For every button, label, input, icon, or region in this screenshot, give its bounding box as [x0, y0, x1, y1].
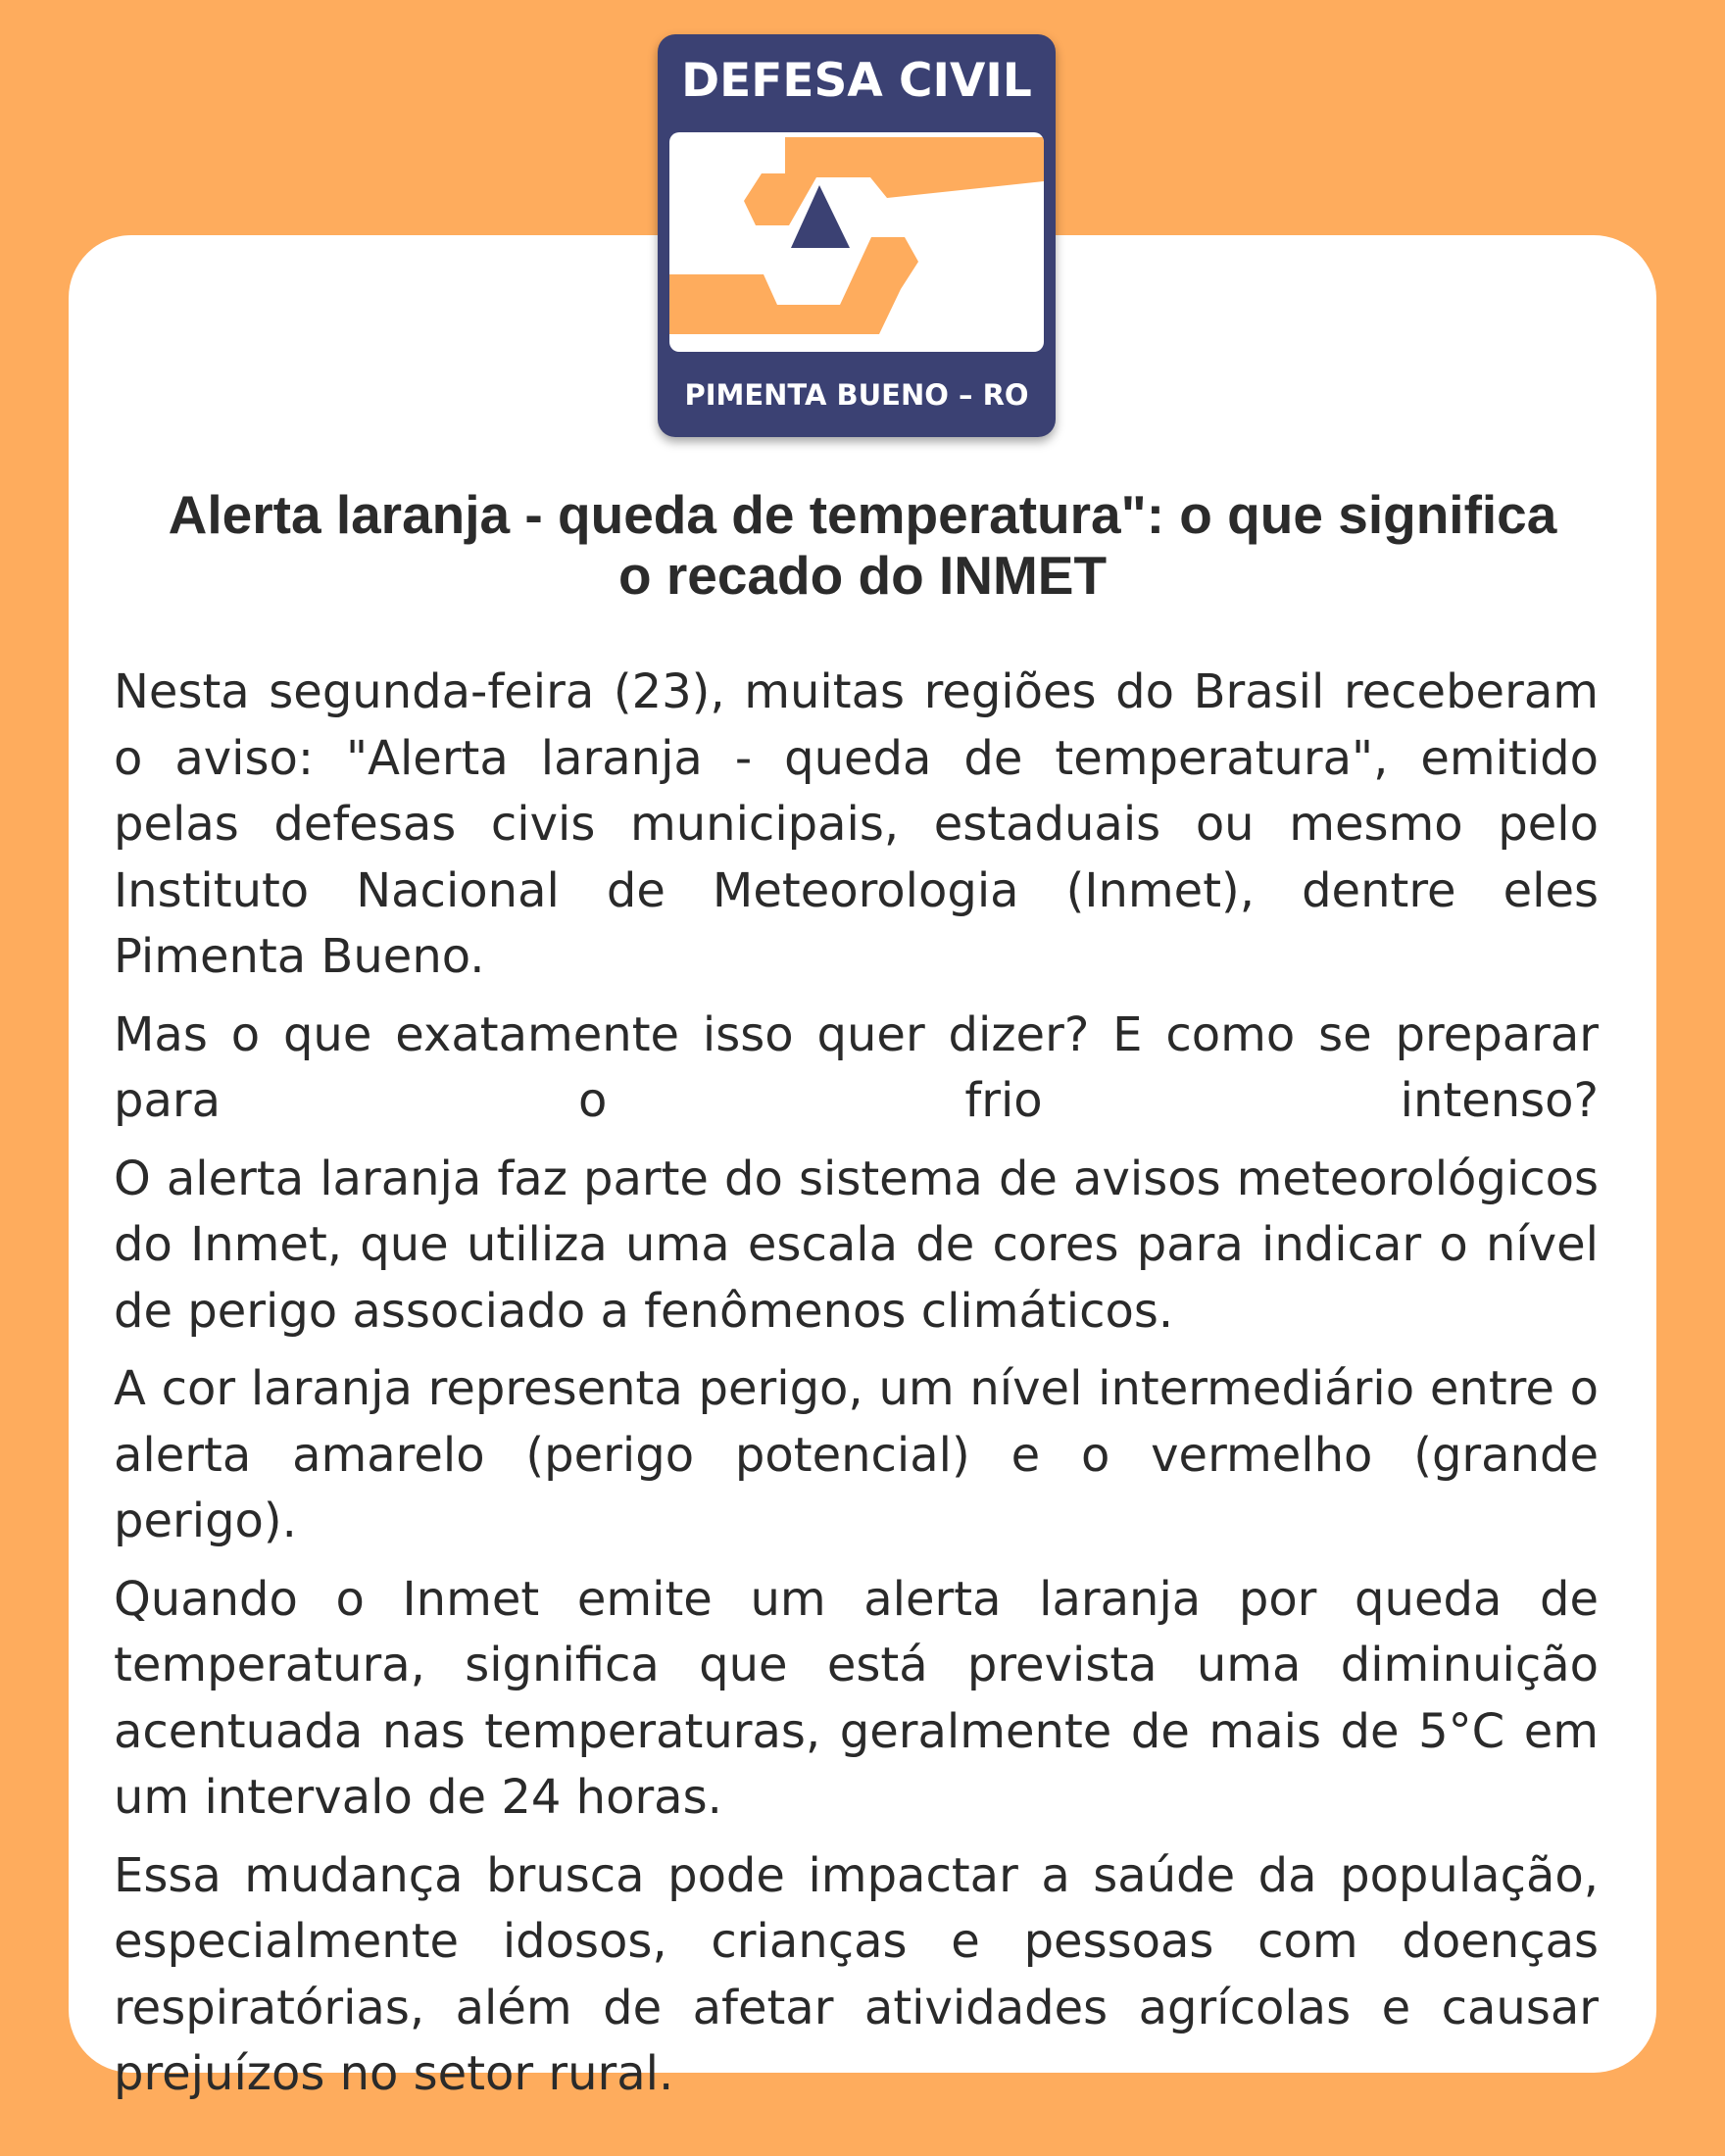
paragraph-4: A cor laranja representa perigo, um nível intermediário entre o alerta amarelo (perigo potencial) e o vermelho (grande perigo). [114, 1361, 1599, 1548]
paragraph-6: Essa mudança brusca pode impactar a saúde da população, especialmente idosos, crianças e pessoas com doenças respiratórias, além de afetar atividades agrícolas e causar prejuízos no setor rural. [114, 1847, 1599, 2101]
article-title: Alerta laranja - queda de temperatura": o que significa o recado do INMET [168, 484, 1557, 606]
paragraph-2: Mas o que exatamente isso quer dizer? E como se preparar para o frio intenso? [114, 1006, 1599, 1128]
emblem-upper-hand [744, 137, 1044, 225]
emblem-lower-hand [669, 237, 918, 334]
defesa-civil-logo [658, 34, 1056, 437]
logo-bottom-text: PIMENTA BUENO – RO [684, 378, 1029, 412]
paragraph-3: O alerta laranja faz parte do sistema de avisos meteorológicos do Inmet, que utiliza uma escala de cores para indicar o nível de perigo associado a fenômenos climáticos. [114, 1151, 1599, 1339]
logo-top-text: DEFESA CIVIL [681, 54, 1032, 108]
paragraph-5: Quando o Inmet emite um alerta laranja por queda de temperatura, significa que está prevista uma diminuição acentuada nas temperaturas, geralmente de mais de 5°C em um intervalo de 24 horas. [114, 1571, 1599, 1825]
article-body [114, 660, 1599, 2120]
paragraph-1: Nesta segunda-feira (23), muitas regiões do Brasil receberam o aviso: "Alerta laranja - queda de temperatura", emitido pelas defesas civis municipais, estaduais ou mesmo pelo Instituto Nacional de Meteorologia (Inmet), dentre eles Pimenta Bueno. [114, 664, 1599, 984]
civil-defense-emblem-icon [669, 132, 1044, 352]
